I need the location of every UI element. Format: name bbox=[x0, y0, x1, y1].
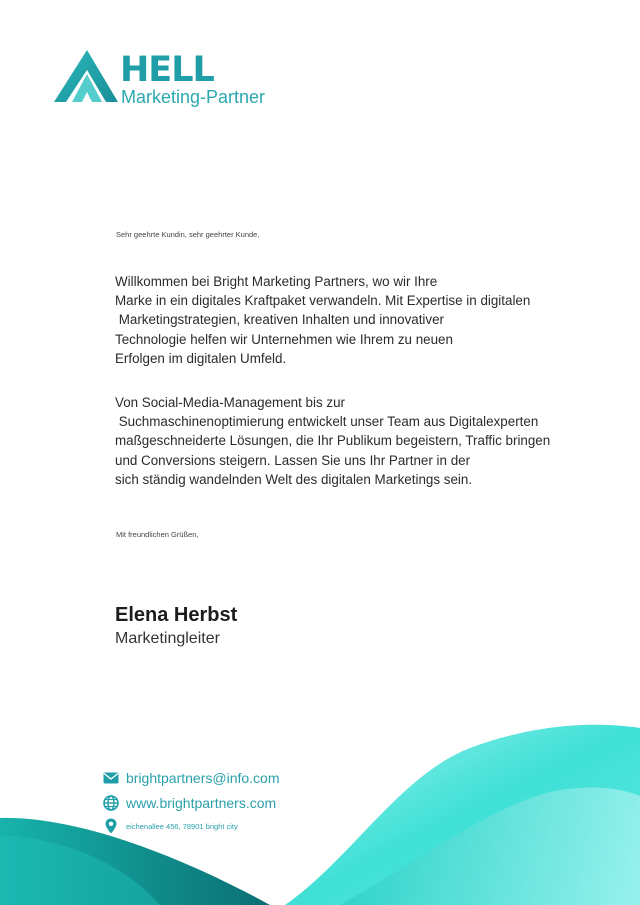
contact-address bbox=[102, 817, 238, 835]
globe-icon bbox=[102, 794, 120, 812]
signature-name: Elena Herbst bbox=[115, 604, 238, 626]
paragraph-line: Marke in ein digitales Kraftpaket verwandeln. Mit Expertise in digitalen bbox=[115, 293, 531, 309]
body-paragraph-2 bbox=[115, 393, 585, 489]
logo-mountain-icon bbox=[54, 48, 118, 104]
logo-subtitle: Marketing-Partner bbox=[121, 87, 266, 107]
paragraph-line: Marketingstrategien, kreativen Inhalten und innovativer bbox=[115, 312, 445, 328]
paragraph-line: Technologie helfen wir Unternehmen wie Ihrem zu neuen bbox=[115, 331, 453, 347]
logo-name: HELL bbox=[120, 50, 214, 90]
company-logo bbox=[54, 48, 284, 112]
contact-email[interactable] bbox=[102, 769, 280, 787]
paragraph-line: maßgeschneiderte Lösungen, die Ihr Publikum begeistern, Traffic bringen bbox=[115, 433, 551, 449]
paragraph-line: Suchmaschinenoptimierung entwickelt unser Team aus Digitalexperten bbox=[115, 414, 539, 430]
signature-role: Marketingleiter bbox=[115, 630, 220, 647]
body-paragraph-1 bbox=[115, 272, 585, 368]
paragraph-line: und Conversions steigern. Lassen Sie uns Ihr Partner in der bbox=[115, 452, 471, 468]
envelope-icon bbox=[102, 769, 120, 787]
paragraph-line: Von Social-Media-Management bis zur bbox=[115, 395, 345, 410]
paragraph-line: Willkommen bei Bright Marketing Partners, wo wir Ihre bbox=[115, 274, 438, 289]
contact-website[interactable] bbox=[102, 794, 276, 812]
website-link[interactable]: www.brightpartners.com bbox=[126, 795, 277, 811]
map-pin-icon bbox=[102, 817, 120, 835]
address-text: eichenallee 456, 78901 bright city bbox=[126, 821, 238, 831]
closing-phrase: Mit freundlichen Grüßen, bbox=[116, 530, 199, 539]
email-link[interactable]: brightpartners@info.com bbox=[126, 770, 280, 786]
paragraph-line: sich ständig wandelnden Welt des digitalen Marketings sein. bbox=[115, 471, 473, 487]
salutation: Sehr geehrte Kundin, sehr geehrter Kunde, bbox=[116, 230, 260, 239]
paragraph-line: Erfolgen im digitalen Umfeld. bbox=[115, 350, 287, 366]
